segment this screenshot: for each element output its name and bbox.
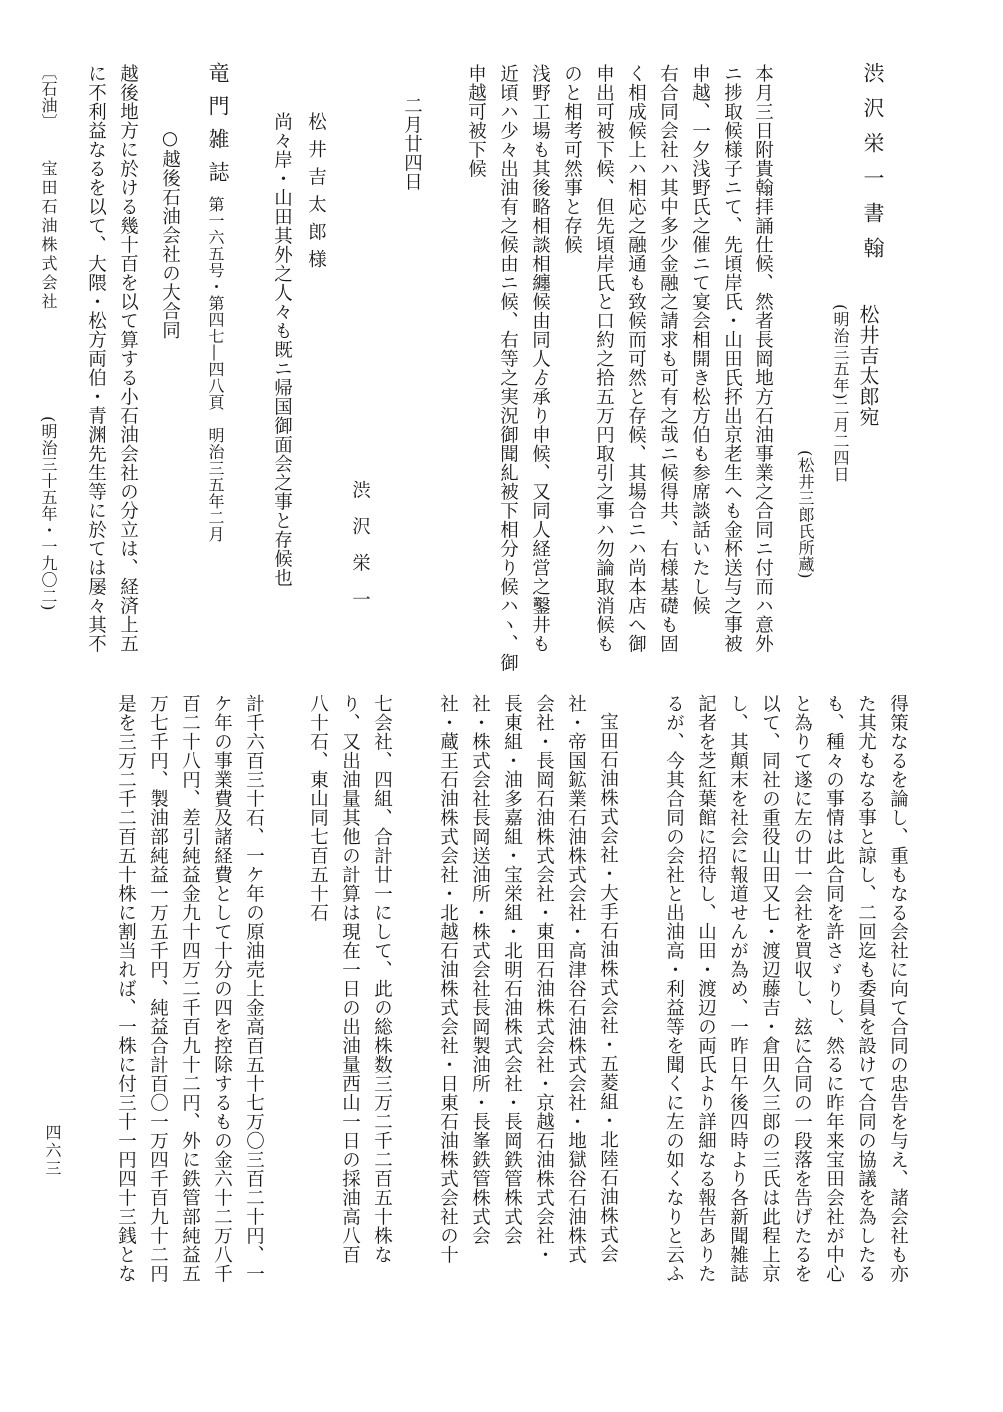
footer-tag: 〔石油〕: [39, 64, 58, 130]
letter-recipient: 松井吉太郎宛: [856, 304, 880, 427]
letter-line-2: ニ捗取候様子ニて、先頃岸氏・山田氏抔出京老生へも金杯送与之事被: [721, 64, 743, 653]
collection-note: (松井三郎氏所蔵): [796, 450, 815, 579]
article-line-12: 計千六百三十石、一ケ年の原油売上金高百五十七万〇三百二十円、一: [243, 694, 265, 1283]
company-list-6: 社・蔵王石油株式会社・北越石油株式会社・日東石油株式会社の十: [437, 694, 459, 1264]
article-line-14: 百二十八円、差引純益金九十四万二千百九十二円、外に鉄管部純益五: [179, 694, 201, 1283]
article-line-7: 記者を芝紅葉館に招待し、山田・渡辺の両氏より詳細なる報告ありた: [695, 694, 717, 1283]
letter-line-9: 近頃ハ少々出油有之候由ニ候、右等之実況御聞糺被下相分り候ハヽ、御: [497, 64, 519, 672]
letter-line-8: 浅野工場も其後略相談相纏候由同人ゟ承り申候、又同人経営之鑿井も: [529, 64, 551, 653]
article-line-11: 八十石、東山同七百五十石: [307, 694, 329, 922]
letter-date: (明治三五年)二月二四日: [831, 304, 850, 483]
letter-closing-date: 二月廿四日: [401, 96, 423, 191]
article-line-9: 七会社、四組、合計廿一にして、此の総株数三万二千二百五十株な: [371, 694, 393, 1264]
article-line-8: るが、今其合同の会社と出油高・利益等を聞くに左の如くなりと云ふ: [663, 694, 685, 1283]
footer-date: (明治三十五年・一九〇二): [39, 416, 58, 611]
article-heading: ○越後石油会社の大合同: [159, 128, 181, 340]
company-list-2: 社・帝国鉱業石油株式会社・高津谷石油株式会社・地獄谷石油株式: [565, 694, 587, 1264]
article-line-6: し、其顛末を社会に報道せんが為め、一昨日午後四時より各新聞雑誌: [727, 694, 749, 1283]
article-line-1: 得策なるを論し、重もなる会社に向て合同の忠告を与え、諸会社も亦: [887, 694, 909, 1283]
article-line-10: り、又出油量其他の計算は現在一日の出油量西山一日の採油高八百: [339, 694, 361, 1264]
article-line-3: も、種々の事情は此合同を許さゞりし、然るに昨年来宝田会社が中心: [823, 694, 845, 1283]
letter-line-1: 本月三日附貴翰拝誦仕候、然者長岡地方石油事業之合同ニ付而ハ意外: [752, 64, 774, 653]
source-details: 第一六五号・第四七―四八頁 明治三五年二月: [206, 196, 225, 543]
footer-company: 宝田石油株式会社: [39, 160, 58, 312]
letter-addressee: 松井吉太郎様: [305, 112, 327, 277]
letter-line-4: 右合同会社ハ其中多少金融之請求も可有之哉ニ候得共、右様基礎も固: [657, 64, 679, 653]
article-line-16: 是を三万二千二百五十株に割当れば、一株に付三十一円四十三銭とな: [115, 694, 137, 1283]
letter-line-6: 申出可被下候、但先頃岸氏と口約之拾五万円取引之事ハ勿論取消候も: [593, 64, 615, 653]
article-line-13: ケ年の事業費及諸経費として十分の四を控除するもの金六十二万八千: [211, 694, 233, 1283]
letter-line-7: のと相考可然事と存候: [561, 64, 583, 254]
company-list-3: 会社・長岡石油株式会社・東田石油株式会社・京越石油株式会社・: [533, 694, 555, 1264]
company-list-5: 社・株式会社長岡送油所・株式会社長岡製油所・長峯鉄管株式会: [469, 694, 491, 1245]
letter-postscript: 尚々岸・山田其外之人々も既ニ帰国御面会之事と存候也: [271, 112, 293, 587]
letter-line-10: 申越可被下候: [465, 64, 487, 178]
letter-line-3: 申越、一夕浅野氏之催ニて宴会相開き松方伯も参席談話いたし候: [689, 64, 711, 615]
article-line-2: た其尤もなる事と諒し、二回迄も委員を設けて合同の協議を為したる: [855, 694, 877, 1283]
article-line-5: 以て、同社の重役山田又七・渡辺藤吉・倉田久三郎の三氏は此程上京: [759, 694, 781, 1283]
letter-sender: 渋沢栄一: [349, 480, 371, 626]
article-line-4: と為りて遂に左の廿一会社を買収し、玆に合同の一段落を告げたるを: [791, 694, 813, 1283]
article-line-15: 万七千円、製油部純益一万五千円、純益合計百〇一万四千百九十二円: [147, 694, 169, 1283]
letter-title: 渋沢栄一書翰: [861, 62, 885, 272]
company-list-1: 宝田石油株式会社・大手石油株式会社・五菱組・北陸石油株式会: [597, 712, 619, 1263]
letter-line-5: く相成候上ハ相応之融通も致候而可然と存候、其場合ニハ尚本店へ御: [625, 64, 647, 653]
article-line-top-1: 越後地方に於ける幾十百を以て算する小石油会社の分立は、経済上五: [117, 64, 139, 653]
page-number: 四六三: [43, 1124, 62, 1178]
company-list-4: 長東組・油多嘉組・宝栄組・北明石油株式会社・長岡鉄管株式会: [501, 694, 523, 1245]
source-name: 竜門雑誌: [206, 62, 230, 194]
article-line-top-2: に不利益なるを以て、大隈・松方両伯・青渊先生等に於ては屡々其不: [85, 64, 107, 653]
